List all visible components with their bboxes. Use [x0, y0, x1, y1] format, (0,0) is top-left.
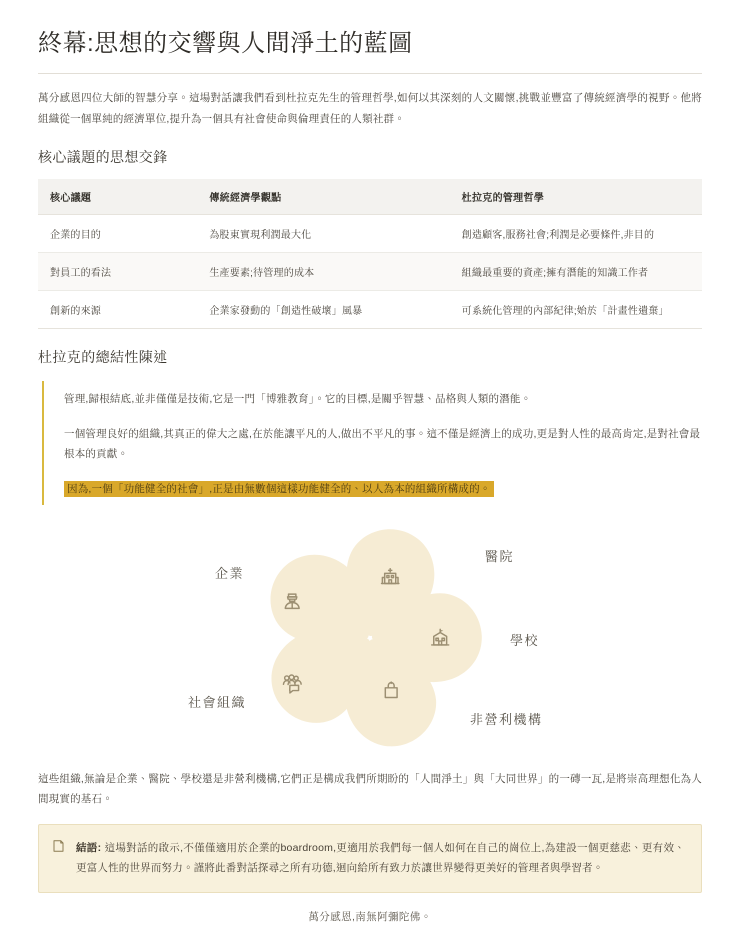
- cell-topic: 企業的目的: [38, 215, 197, 253]
- quote-paragraph-1: 管理,歸根結底,並非僅僅是技術,它是一門「博雅教育」。它的目標,是關乎智慧、品格與人類的潛能。: [64, 393, 532, 406]
- flower-svg: [70, 523, 670, 753]
- quote-highlight-line: [64, 479, 702, 499]
- title-divider: [38, 73, 702, 74]
- table-header: [38, 179, 702, 215]
- callout-text: [76, 838, 685, 879]
- column-header-topic: 核心議題: [38, 179, 197, 215]
- flower-label-business: 企業: [215, 566, 245, 581]
- cell-topic: 對員工的看法: [38, 253, 197, 291]
- flower-label-school: 學校: [510, 633, 540, 648]
- table-row: [38, 215, 702, 253]
- table-row: [38, 253, 702, 291]
- quote-paragraph-2: 一個管理良好的組織,其真正的偉大之處,在於能讓平凡的人,做出不平凡的事。這不僅是經濟上的成功,更是對人性的最高肯定,是對社會最根本的貢獻。: [64, 427, 701, 461]
- cell-classical: 企業家發動的「創造性破壞」風暴: [197, 291, 449, 329]
- closing-paragraph: 這些組織,無論是企業、醫院、學校還是非營利機構,它們正是構成我們所期盼的「人間淨土」與「大同世界」的一磚一瓦,是將崇高理想化為人間現實的基石。: [38, 773, 702, 806]
- comparison-table: [38, 179, 702, 329]
- page-title: 終幕:思想的交響與人間淨土的藍圖: [38, 30, 413, 57]
- conclusion-callout: [38, 824, 702, 893]
- cell-topic: 創新的來源: [38, 291, 197, 329]
- cell-classical: 為股東實現利潤最大化: [197, 215, 449, 253]
- cell-drucker: 可系統化管理的內部紀律;始於「計畫性遺棄」: [450, 291, 702, 329]
- flower-label-nonprofit: 非營利機構: [470, 712, 543, 727]
- note-bookmark-icon: [53, 839, 64, 857]
- table-body: [38, 215, 702, 329]
- callout-body: 這場對話的啟示,不僅僅適用於企業的boardroom,更適用於我們每一個人如何在自己的崗位上,為建設一個更慈悲、更有效、更富人性的世界而努力。謹將此番對話探尋之所有功德,迴向給所有致力於讓世界變得更美好的管理者與學習者。: [76, 841, 685, 875]
- cell-classical: 生產要素;待管理的成本: [197, 253, 449, 291]
- column-header-classical: 傳統經濟學觀點: [197, 179, 449, 215]
- cell-drucker: 創造顧客,服務社會;利潤是必要條件,非目的: [450, 215, 702, 253]
- final-blessing-line: 萬分感恩,南無阿彌陀佛。: [308, 910, 432, 923]
- flower-label-community: 社會組織: [188, 695, 247, 710]
- petal-group: [254, 529, 493, 753]
- quote-section-heading: 杜拉克的總結性陳述: [38, 349, 168, 366]
- column-header-drucker: 杜拉克的管理哲學: [450, 179, 702, 215]
- intro-paragraph: 萬分感恩四位大師的智慧分享。這場對話讓我們看到杜拉克先生的管理哲學,如何以其深刻的人文關懷,挑戰並豐富了傳統經濟學的視野。他將組織從一個單純的經濟單位,提升為一個具有社會使命與倫理責任的人類社群。: [38, 92, 702, 125]
- table-header-row: [38, 179, 702, 215]
- callout-label: 結語:: [76, 841, 102, 854]
- table-section-heading: 核心議題的思想交鋒: [38, 149, 168, 166]
- cell-drucker: 組織最重要的資產;擁有潛能的知識工作者: [450, 253, 702, 291]
- highlighted-text: 因為,一個「功能健全的社會」,正是由無數個這樣功能健全的、以人為本的組織所構成的。: [64, 481, 494, 497]
- table-row: [38, 291, 702, 329]
- organizations-flower-diagram: [38, 523, 702, 753]
- quote-block: [42, 381, 702, 505]
- flower-label-hospital: 醫院: [485, 549, 515, 564]
